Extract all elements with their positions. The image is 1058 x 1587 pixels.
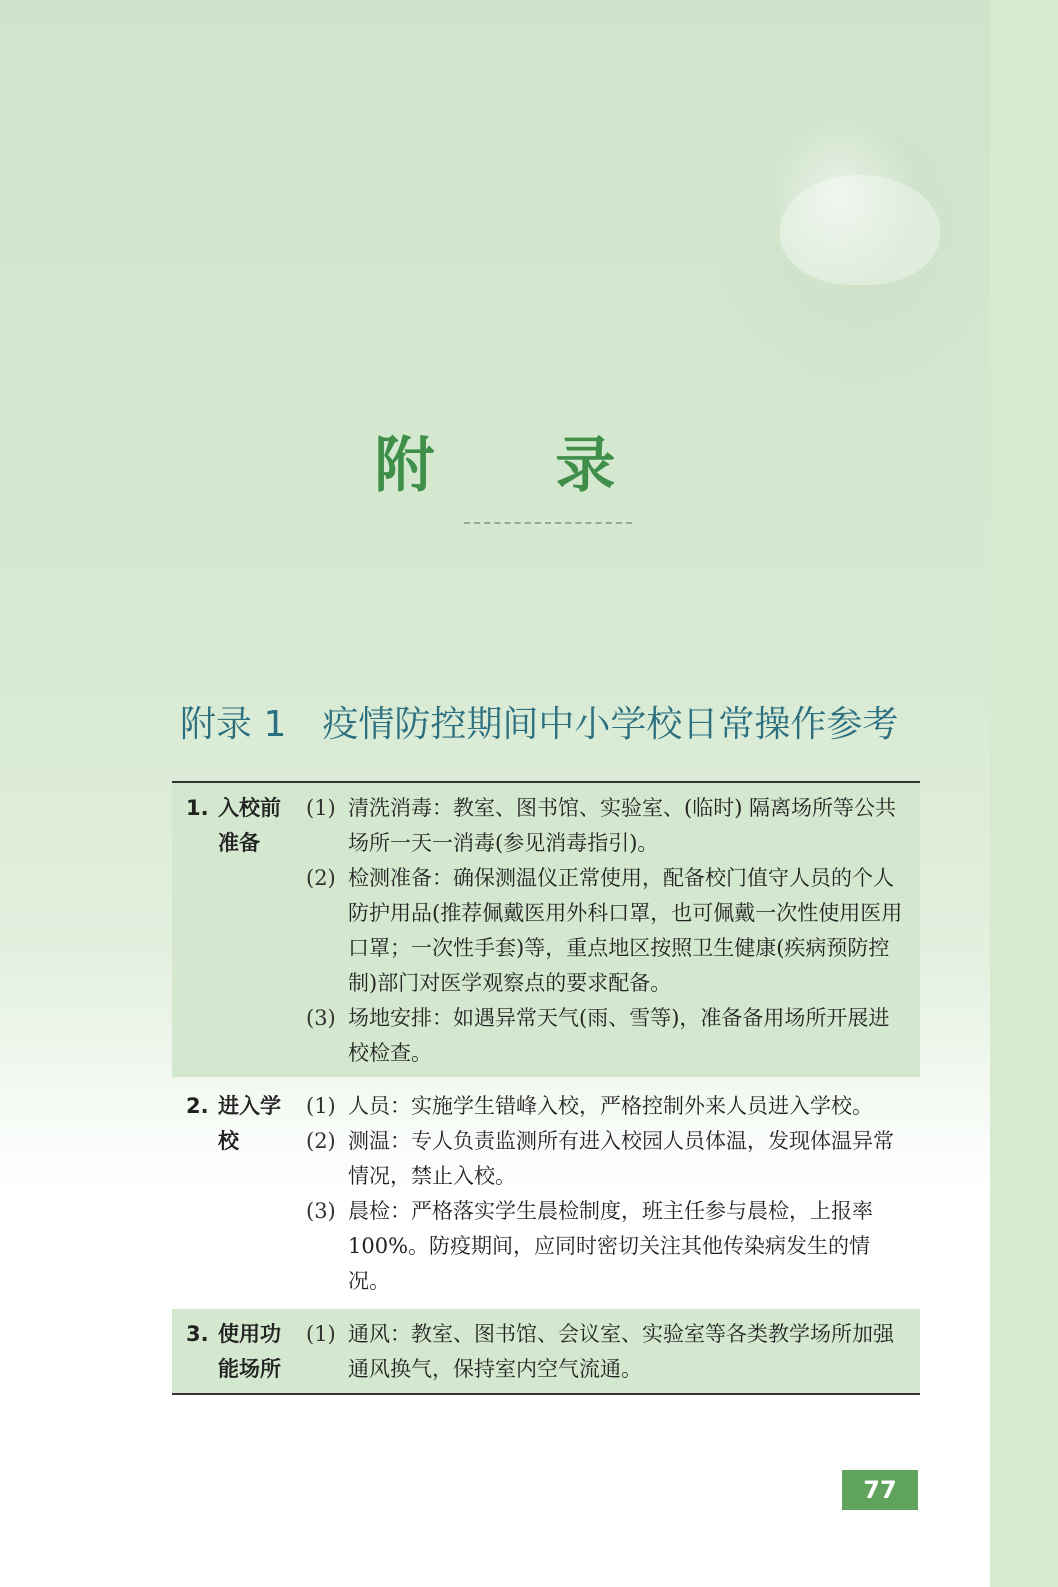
table-row: [172, 783, 920, 1077]
item-text: 通风：教室、图书馆、会议室、实验室等各类教学场所加强通风换气，保持室内空气流通。: [348, 1322, 894, 1381]
table-row: [172, 1081, 920, 1305]
item-text: 清洗消毒：教室、图书馆、实验室、(临时) 隔离场所等公共场所一天一消毒(参见消毒指引)。: [348, 796, 897, 855]
title-divider: [464, 522, 632, 524]
item-index: (1): [306, 1322, 336, 1346]
item-index: (3): [306, 1006, 336, 1030]
page-edge-strip: [990, 0, 1058, 1587]
list-item: [306, 791, 910, 861]
row-number: 2.: [186, 1094, 209, 1118]
face-mask-image: [780, 175, 940, 285]
item-text: 检测准备：确保测温仪正常使用，配备校门值守人员的个人防护用品(推荐佩戴医用外科口罩，也可佩戴一次性使用医用口罩；一次性手套)等，重点地区按照卫生健康(疾病预防控制)部门对医学观察点的要求配备。: [348, 866, 903, 995]
table-row: [172, 1309, 920, 1393]
list-item: [306, 1194, 910, 1299]
item-text: 场地安排：如遇异常天气(雨、雪等)，准备备用场所开展进校检查。: [348, 1006, 890, 1065]
row-items: [306, 791, 920, 1071]
item-index: (2): [306, 866, 336, 890]
row-items: [306, 1089, 920, 1299]
list-item: [306, 1001, 910, 1071]
page-number: 77: [842, 1470, 918, 1510]
item-index: (3): [306, 1199, 336, 1223]
section-title: 疫情防控期间中小学校日常操作参考: [322, 704, 899, 745]
operations-table: [172, 781, 920, 1395]
page-title: 附 录: [374, 431, 666, 501]
section-number: 附录 1: [180, 704, 287, 745]
list-item: [306, 861, 910, 1001]
list-item: [306, 1089, 910, 1124]
list-item: [306, 1317, 910, 1387]
row-label: 入校前准备: [218, 796, 281, 855]
item-index: (1): [306, 796, 336, 820]
item-index: (1): [306, 1094, 336, 1118]
row-items: [306, 1317, 920, 1387]
row-number: 1.: [186, 796, 209, 820]
list-item: [306, 1124, 910, 1194]
row-header: [172, 791, 306, 1071]
section-heading: [180, 696, 940, 747]
row-header: [172, 1317, 306, 1387]
item-index: (2): [306, 1129, 336, 1153]
row-label: 进入学校: [218, 1094, 281, 1153]
row-number: 3.: [186, 1322, 209, 1346]
row-header: [172, 1089, 306, 1299]
item-text: 测温：专人负责监测所有进入校园人员体温，发现体温异常情况，禁止入校。: [348, 1129, 894, 1188]
item-text: 人员：实施学生错峰入校，严格控制外来人员进入学校。: [348, 1094, 873, 1118]
item-text: 晨检：严格落实学生晨检制度，班主任参与晨检，上报率 100%。防疫期间，应同时密切关注其他传染病发生的情况。: [348, 1199, 873, 1293]
row-label: 使用功能场所: [218, 1322, 281, 1381]
